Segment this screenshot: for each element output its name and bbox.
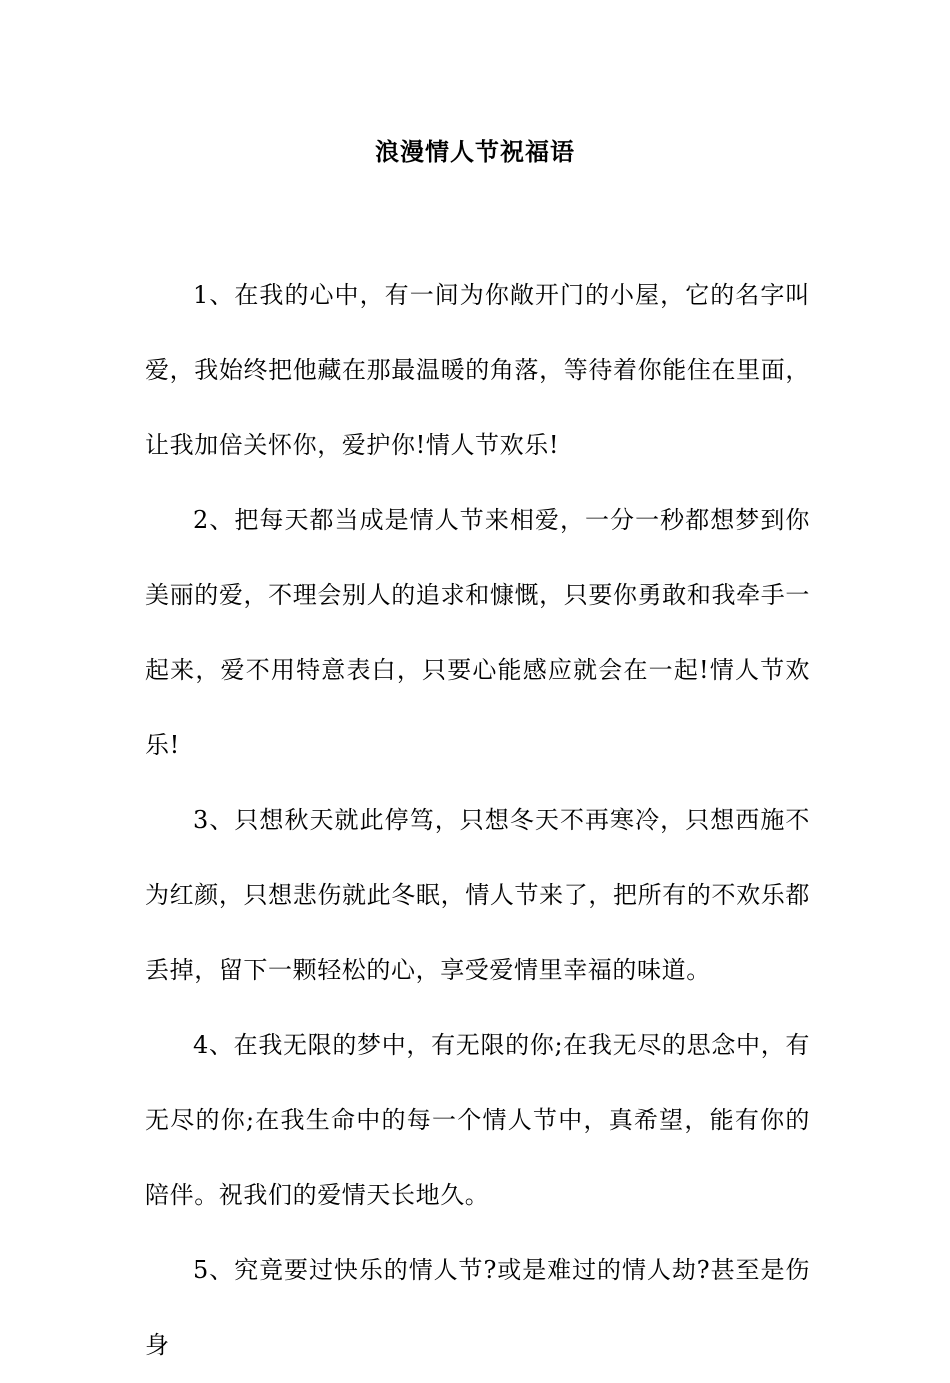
- paragraph-4: 4、在我无限的梦中，有无限的你;在我无尽的思念中，有无尽的你;在我生命中的每一个情人节中，真希望，能有你的陪伴。祝我们的爱情天长地久。: [145, 1031, 810, 1209]
- document-title: 浪漫情人节祝福语: [375, 137, 575, 166]
- paragraph-5: 5、究竟要过快乐的情人节?或是难过的情人劫?甚至是伤身: [145, 1256, 810, 1359]
- paragraph-2: 2、把每天都当成是情人节来相爱，一分一秒都想梦到你美丽的爱，不理会别人的追求和慷慨，只要你勇敢和我牵手一起来，爱不用特意表白，只要心能感应就会在一起!情人节欢乐!: [145, 506, 810, 759]
- document-body: [145, 258, 810, 1383]
- paragraph-1: 1、在我的心中，有一间为你敞开门的小屋，它的名字叫爱，我始终把他藏在那最温暖的角落，等待着你能住在里面，让我加倍关怀你，爱护你!情人节欢乐!: [145, 281, 810, 459]
- paragraph-3: 3、只想秋天就此停笃，只想冬天不再寒冷，只想西施不为红颜，只想悲伤就此冬眠，情人节来了，把所有的不欢乐都丢掉，留下一颗轻松的心，享受爱情里幸福的味道。: [145, 806, 810, 984]
